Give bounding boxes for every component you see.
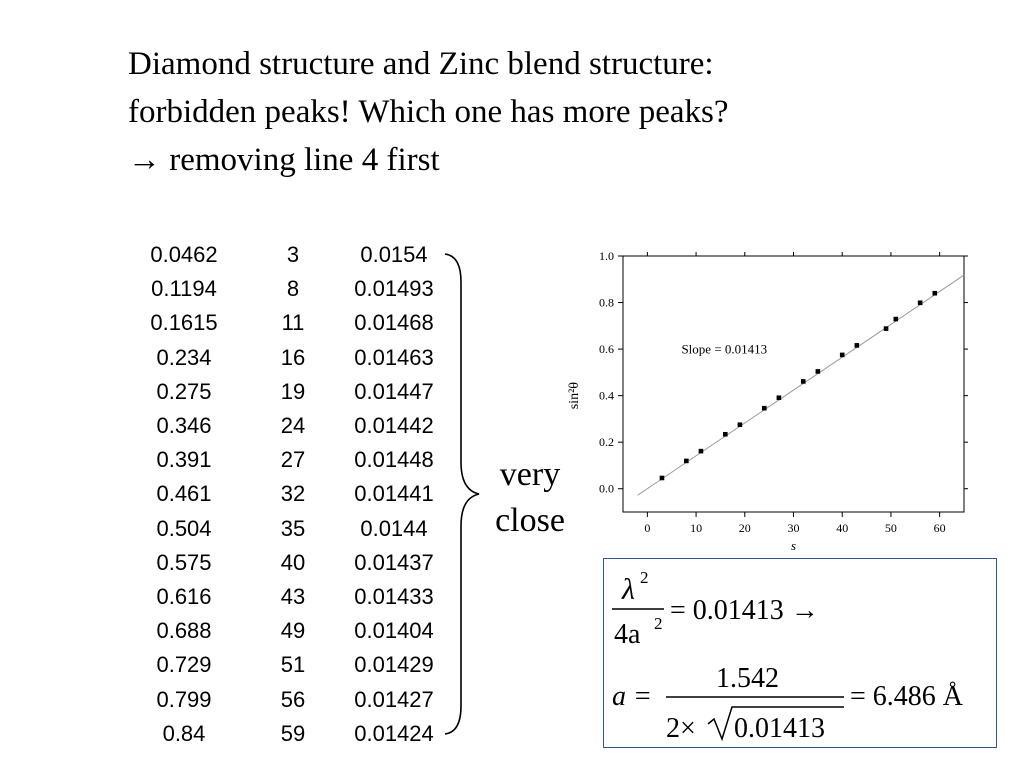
ratio-cell: 0.01404 [354,618,434,644]
s-value-cell: 51 [280,652,306,678]
data-point [699,449,704,454]
ratio-cell: 0.01448 [354,447,434,473]
final-result: = 6.486 Å [850,681,964,712]
y-tick-label: 0.4 [599,388,614,403]
equation-box [603,558,997,748]
sin2-value-cell: 0.234 [156,344,212,370]
ratio-cell: 0.01493 [354,276,434,302]
table-row [130,512,450,546]
lambda-symbol: λ [622,573,635,606]
ratio-cell: 0.01429 [354,652,434,678]
y-tick-label: 0.2 [599,435,614,450]
ratio-cell: 0.0144 [360,515,428,541]
data-point [801,379,806,384]
sin2-value-cell: 0.504 [156,515,212,541]
equations-svg [604,559,998,749]
x-tick-label: 10 [690,521,703,535]
table-row [130,306,450,340]
sin2-value-cell: 0.391 [156,447,212,473]
data-point [660,476,665,481]
x-tick-label: 40 [836,521,849,535]
data-point [894,317,899,322]
data-point [816,369,821,374]
data-point [884,326,889,331]
table-row [130,238,450,272]
table-row [130,409,450,443]
sin2-value-cell: 0.1194 [151,276,217,302]
title-line-1: Diamond structure and Zinc blend structure: [128,46,714,82]
x-tick-label: 50 [884,521,897,535]
y-tick-label: 0.6 [599,342,614,357]
ratio-result: = 0.01413 → [670,595,819,626]
data-point [855,343,860,348]
table-row [130,375,450,409]
ratio-cell: 0.01433 [354,583,434,609]
slide-title [128,40,948,184]
four-a: 4a [614,619,641,650]
sin2-value-cell: 0.275 [156,378,212,404]
s-value-cell: 32 [280,481,306,507]
s-value-cell: 3 [286,242,300,268]
sin2-value-cell: 0.0462 [150,242,218,268]
table-row [130,272,450,306]
s-value-cell: 16 [280,344,306,370]
y-tick-label: 1.0 [599,249,614,263]
data-table [130,238,450,751]
y-tick-label: 0.8 [599,295,614,310]
x-tick-label: 20 [738,521,751,535]
table-row [130,477,450,511]
scatter-plot [548,240,978,558]
denominator-left: 2× [666,713,696,744]
slope-annotation: Slope = 0.01413 [681,341,768,357]
y-tick-label: 0.0 [599,481,614,496]
sin2-value-cell: 0.729 [156,652,212,678]
ratio-cell: 0.01468 [354,310,434,336]
sin2-value-cell: 0.688 [156,618,212,644]
title-line-3: → removing line 4 first [128,142,440,178]
y-axis-label: sin²θ [567,382,582,410]
table-row [130,682,450,716]
s-value-cell: 8 [286,276,300,302]
table-row [130,614,450,648]
s-value-cell: 19 [280,378,306,404]
a-exponent: 2 [654,614,663,633]
s-value-cell: 24 [280,413,306,439]
data-point [762,406,767,411]
ratio-cell: 0.01437 [354,549,434,575]
s-value-cell: 40 [280,549,306,575]
s-value-cell: 27 [280,447,306,473]
lambda-exponent: 2 [640,568,649,587]
s-value-cell: 49 [280,618,306,644]
s-value-cell: 43 [280,583,306,609]
sin2-value-cell: 0.1615 [150,310,218,336]
data-point [840,353,845,358]
sin2-value-cell: 0.616 [156,583,212,609]
s-value-cell: 56 [280,686,306,712]
data-point [918,300,923,305]
data-point [777,395,782,400]
ratio-cell: 0.01424 [354,720,434,746]
x-axis-label: s [790,538,797,553]
x-tick-label: 0 [644,521,651,535]
ratio-cell: 0.0154 [360,242,428,268]
data-point [723,432,728,437]
data-point [738,422,743,427]
table-row [130,341,450,375]
s-value-cell: 59 [280,720,306,746]
plot-frame [623,256,964,512]
data-point [684,459,689,464]
right-brace [443,252,483,736]
sin2-value-cell: 0.461 [156,481,212,507]
data-point [932,291,937,296]
ratio-cell: 0.01442 [354,413,434,439]
ratio-cell: 0.01441 [354,481,434,507]
x-tick-label: 60 [933,521,946,535]
x-tick-label: 30 [787,521,800,535]
table-row [130,546,450,580]
a-equals: a = [612,681,652,712]
ratio-cell: 0.01463 [354,344,434,370]
numerator: 1.542 [716,663,779,694]
note-line-2: close [495,502,565,539]
s-value-cell: 11 [281,310,305,336]
s-value-cell: 35 [280,515,306,541]
sin2-value-cell: 0.346 [156,413,212,439]
title-line-2: forbidden peaks! Which one has more peaks? [128,94,729,130]
sin2-value-cell: 0.84 [162,720,206,746]
sin2-value-cell: 0.799 [156,686,212,712]
table-row [130,580,450,614]
table-row [130,648,450,682]
table-row [130,717,450,751]
ratio-cell: 0.01447 [354,378,434,404]
note-line-1: very [499,456,561,493]
ratio-cell: 0.01427 [354,686,434,712]
sin2-value-cell: 0.575 [156,549,212,575]
table-row [130,443,450,477]
denominator-right: 0.01413 [734,713,825,744]
